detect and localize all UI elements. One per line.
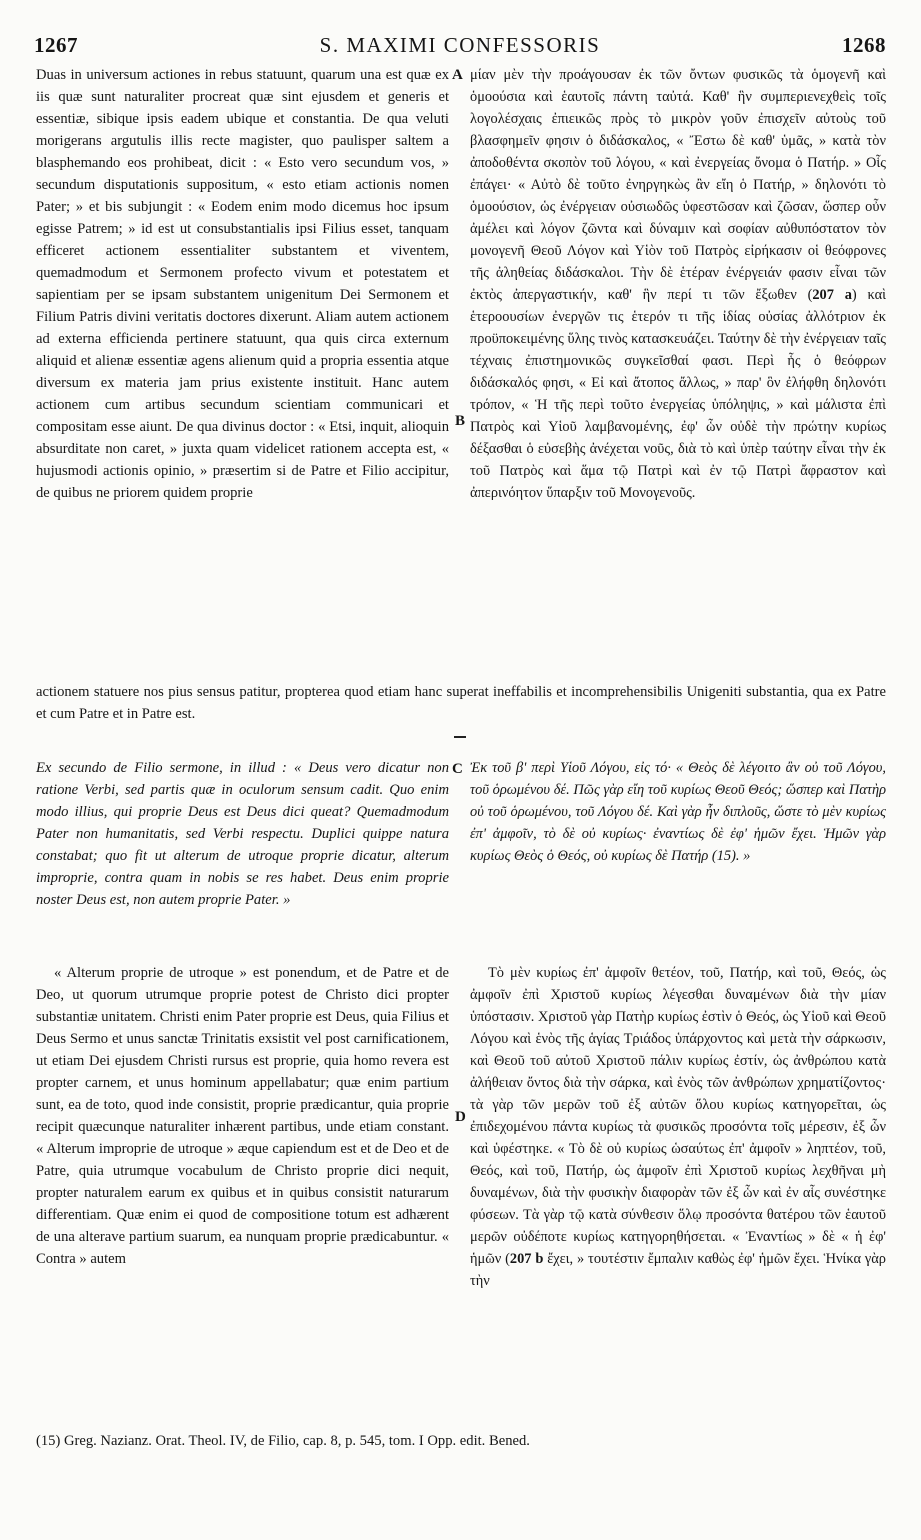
running-header <box>34 33 886 61</box>
lower-greek-quotation-text: Ἐκ τοῦ β' περὶ Υἱοῦ Λόγου, εἰς τό· « Θεὸς δὲ λέγοιτο ἂν οὐ τοῦ Λόγου, τοῦ ὁρωμένου δέ. Πῶς γὰρ εἴη τοῦ κυρίως Θεοῦ Θεός; ὥσπερ καὶ Πατὴρ οὐ τοῦ ὁρωμένου, τοῦ Λόγου δέ. Καὶ γὰρ ἦν διπλοῦς, ὥστε τὸ μὲν κυρίως ἐπ' ἀμφοῖν, τὸ δὲ οὐ κυρίως· ἐναντίως δὲ ἐφ' ἡμῶν ἔχει. Ἡμῶν γὰρ κυρίως Θεὸς ὁ Θεός, οὐ κυρίως δὲ Πατήρ (15). » <box>470 760 886 864</box>
upper-latin-text: Duas in universum actiones in rebus statuunt, quarum una est quæ ex iis quæ sunt naturaliter procreat quæ sint ejusdem et generis et essentiæ, sibique ipsis eadem ubique et constantia. De qua veluti morigerans argutulis illis recte magister, quo paulisper saltem a blasphemando eos prohibeat, dicit : « Esto vero secundum vos, » secundum disputationis suppositum, « esto etiam actionis nomen Pater; » et bis subjungit : « Eodem enim modo dicemus hoc ipsum egisse Patrem; » id est ut consubstantialis ipsi Filius esset, tanquam efficeret actionem essentialiter substantem et viventem, quemadmodum et Sermonem profecto vivum et potestatem et sapientiam per se ipsam substantem unigenitum Dei Sermonem et Filium Patris divini veritatis doctores dixerunt. Aliam autem actionem ad externa efficienda pertinere statuunt, qua quis circa externum aliquid et alienæ essentiæ agens alienum quid a propria essentia atque diversum ex materia jam prius existente instituit. Hanc autem actionem cum artibus secundum scientiam communicari et compositam esse aiunt. De qua divinus doctor : « Etsi, inquit, alioquin absurditate non caret, » juxta quam videlicet rationem accepta est, « hujusmodi actionis opinio, » præsertim si de Patre et Filio accipitur, de quibus ne priorem quidem proprie <box>36 67 449 501</box>
column-mark-207b: 207 b <box>509 1251 544 1267</box>
lower-greek-part1: Τὸ μὲν κυρίως ἐπ' ἀμφοῖν θετέον, τοῦ, Πατήρ, καὶ τοῦ, Θεός, ὡς ἀμφοῖν ἐπὶ Χριστοῦ κυρίως λέγεσθαι δυναμένων διὰ τὴν μίαν ὑπόστασιν. Χριστοῦ γὰρ Πατὴρ κυρίως ἐστὶν ὁ Θεός, ὡς Υἱοῦ καὶ Θεοῦ Λόγου καὶ ἑνὸς τῆς ἁγίας Τριάδος ὑπάρχοντος καὶ μετὰ τὴν σάρκωσιν, καὶ Θεοῦ τοῦ αὐτοῦ Χριστοῦ πάλιν κυρίως ἐστίν, ὡς ἀνθρώπου κατὰ ἀλήθειαν ὄντος διὰ τὴν σάρκα, καὶ ἑνὸς τῶν ἀνθρώπων χρηματίζοντος· τὰ γὰρ τῶν μερῶν τοῦ ἐξ αὐτῶν ὅλου κυρίως κατηγορεῖται, ὡς ἐπιδεχομένου πάντα κυρίως τὰ φυσικῶς προσόντα τοῖς μέρεσιν, ἐξ ὧν καὶ ὑφέστηκε. « Τὸ δὲ οὐ κυρίως ὡσαύτως ἐπ' ἀμφοῖν » ληπτέον, τοῦ, Θεός, καὶ τοῦ, Πατήρ, ὡς ἀμφοῖν ἐπὶ Χριστοῦ κυρίως λεχθῆναι μὴ δυναμένων, διὰ τὴν φυσικὴν διαφορὰν τῶν ἐξ ὧν καὶ ἐν αἷς συνέστηκε φύσεων. Τὰ γὰρ τῷ κατὰ σύνθεσιν ὅλῳ προσόντα θατέρου τῶν ἑαυτοῦ μερῶν οὐδέποτε κυρίως κατηγορηθήσεται. « Ἐναντίως » δὲ « ἡ ἐφ' ἡμῶν <box>470 965 886 1267</box>
margin-letter-a: A <box>452 67 463 83</box>
lower-latin-column <box>36 962 449 1422</box>
lower-greek-column <box>470 962 886 1422</box>
page-number-left: 1267 <box>34 33 78 57</box>
upper-greek-part1: μίαν μὲν τὴν προάγουσαν ἐκ τῶν ὄντων φυσικῶς τὰ ὁμογενῆ καὶ ὁμοούσια καὶ ἑαυτοῖς πάντη ταὐτά. Καθ' ἣν συμπεριενεχθεὶς τοῖς λογολέσχαις ἐπιεικῶς πρὸς τὸ μικρὸν γοῦν ἐπισχεῖν αὐτοὺς τοῦ βλασφημεῖν φησιν ὁ διδάσκαλος, « Ἔστω δὲ καθ' ὑμᾶς, » κατὰ τὸν ἀποδοθέντα σκοπὸν τοῦ λόγου, « καὶ ἐνεργείας ὄνομα ὁ Πατήρ. » Οἷς ἐπάγει· « Αὐτὸ δὲ τοῦτο ἐνηργηκὼς ἂν εἴη ὁ Πατήρ, » δηλονότι τὸ ὁμοούσιον, ὡς ἐνέργειαν οὐσιωδῶς ὑφεστῶσαν καὶ ζῶσαν, ὥσπερ οὖν ἀμέλει καὶ λόγον ζῶντα καὶ δύναμιν καὶ σοφίαν αὐθυπόστατον τὸν μονογενῆ Θεοῦ Λόγον καὶ Υἱὸν τοῦ Πατρὸς εἰρήκασιν οἱ θεόφρονες τῆς ἀληθείας διδάσκαλοι. Τὴν δὲ ἑτέραν ἐνέργειάν φασιν εἶναι τῶν ἐκτὸς ἀπεργαστικήν, καθ' ἣν περί τι τῶν ἔξωθεν <box>470 67 886 303</box>
lower-greek-text: Τὸ μὲν κυρίως ἐπ' ἀμφοῖν θετέον, τοῦ, Πατήρ, καὶ τοῦ, Θεός, ὡς ἀμφοῖν ἐπὶ Χριστοῦ κυρίως λέγεσθαι δυναμένων διὰ τὴν μίαν ὑπόστασιν. Χριστοῦ γὰρ Πατὴρ κυρίως ἐστὶν ὁ Θεός, ὡς Υἱοῦ καὶ Θεοῦ Λόγου καὶ ἑνὸς τῆς ἁγίας Τριάδος ὑπάρχοντος καὶ μετὰ τὴν σάρκωσιν, καὶ Θεοῦ τοῦ αὐτοῦ Χριστοῦ πάλιν κυρίως ἐστίν, ὡς ἀνθρώπου κατὰ ἀλήθειαν ὄντος διὰ τὴν σάρκα, καὶ ἑνὸς τῶν ἀνθρώπων χρηματίζοντος· τὰ γὰρ τῶν μερῶν τοῦ ἐξ αὐτῶν ὅλου κυρίως κατηγορεῖται, ὡς ἐπιδεχομένου πάντα κυρίως τὰ φυσικῶς προσόντα τοῖς μέρεσιν, ἐξ ὧν καὶ ὑφέστηκε. « Τὸ δὲ οὐ κυρίως ὡσαύτως ἐπ' ἀμφοῖν » ληπτέον, τοῦ, Θεός, καὶ τοῦ, Πατήρ, ὡς ἀμφοῖν ἐπὶ Χριστοῦ κυρίως λεχθῆναι μὴ δυναμένων, διὰ τὴν φυσικὴν διαφορὰν τῶν ἐξ ὧν καὶ ἐν αἷς συνέστηκε φύσεων. Τὰ γὰρ τῷ κατὰ σύνθεσιν ὅλῳ προσόντα θατέρου τῶν ἑαυτοῦ μερῶν οὐδέποτε κυρίως κατηγορηθήσεται. « Ἐναντίως » δὲ « ἡ ἐφ' ἡμῶν (207 b ἔχει, » τουτέστιν ἔμπαλιν καθὼς ἐφ' ἡμῶν ἔχει. Ἡνίκα γὰρ τὴν <box>470 965 886 1289</box>
upper-greek-text: μίαν μὲν τὴν προάγουσαν ἐκ τῶν ὄντων φυσικῶς τὰ ὁμογενῆ καὶ ὁμοούσια καὶ ἑαυτοῖς πάντη ταὐτά. Καθ' ἣν συμπεριενεχθεὶς τοῖς λογολέσχαις ἐπιεικῶς πρὸς τὸ μικρὸν γοῦν ἐπισχεῖν αὐτοὺς τοῦ βλασφημεῖν φησιν ὁ διδάσκαλος, « Ἔστω δὲ καθ' ὑμᾶς, » κατὰ τὸν ἀποδοθέντα σκοπὸν τοῦ λόγου, « καὶ ἐνεργείας ὄνομα ὁ Πατήρ. » Οἷς ἐπάγει· « Αὐτὸ δὲ τοῦτο ἐνηργηκὼς ἂν εἴη ὁ Πατήρ, » δηλονότι τὸ ὁμοούσιον, ὡς ἐνέργειαν οὐσιωδῶς ὑφεστῶσαν καὶ ζῶσαν, ὥσπερ οὖν ἀμέλει καὶ λόγον ζῶντα καὶ δύναμιν καὶ σοφίαν αὐθυπόστατον τὸν μονογενῆ Θεοῦ Λόγον καὶ Υἱὸν τοῦ Πατρὸς εἰρήκασιν οἱ θεόφρονες τῆς ἀληθείας διδάσκαλοι. Τὴν δὲ ἑτέραν ἐνέργειάν φασιν εἶναι τῶν ἐκτὸς ἀπεργαστικήν, καθ' ἣν περί τι τῶν ἔξωθεν (207 a) καὶ ἑτεροουσίων ἐνεργῶν τις ἑτερόν τι τῆς ἰδίας οὐσίας ἀλλότριον ἐκ προϋποκειμένης ὕλης τινὸς κατασκευάζει. Ταύτην δὲ τὴν ἐνέργειαν ταῖς τέχναις ἐπιστημονικῶς συγκεῖσθαί φασι. Περὶ ἧς ὁ θεόφρων διδάσκαλός φησι, « Εἰ καὶ ἄτοπος ἄλλως, » παρ' ὃν ἐλήφθη δηλονότι τρόπον, « Ἡ τῆς περὶ τοῦτο ἐνεργείας ὑπόληψις, » καὶ μάλιστα ἐπὶ Πατρὸς καὶ Υἱοῦ λαμβανομένης, ἐφ' ὧν οὐδὲ τὴν πρώτην κυρίως δέξασθαι ὁ εὐσεβὴς ἀνέχεται νοῦς, διὰ τὸ καὶ ὑπὲρ ταύτην εἶναι τὴν ἐκ τοῦ Πατρὸς καὶ ἅμα τῷ Πατρὶ καὶ ἐν τῷ Πατρὶ ἄφραστον καὶ ἀπερινόητον ὕπαρξιν τοῦ Μονογενοῦς. <box>470 67 886 501</box>
lower-latin-quotation <box>36 757 449 957</box>
upper-greek-column <box>470 64 886 682</box>
page-number-right: 1268 <box>842 33 886 57</box>
margin-letter-d: D <box>455 1109 466 1125</box>
footnote: (15) Greg. Nazianz. Orat. Theol. IV, de Filio, cap. 8, p. 545, tom. I Opp. edit. Bened. <box>36 1433 530 1449</box>
running-title: S. MAXIMI CONFESSORIS <box>319 33 601 57</box>
margin-letter-c: C <box>452 761 463 777</box>
section-separator <box>454 736 466 738</box>
lower-latin-quotation-text: Ex secundo de Filio sermone, in illud : « Deus vero dicatur non ratione Verbi, sed partis quæ in oculorum sensum cadit. Quo enim modo illius, qui proprie Deus est Deus dici queat? Quemadmodum Pater non humanitatis, sed Verbi respectu. Duplici quippe natura constabat; quo fit ut alterum de utroque proprie dicatur, alterum improprie, contra quam in nobis se res habet. Deus enim proprie noster Deus est, non autem proprie Pater. » <box>36 760 449 908</box>
upper-greek-part2: καὶ ἑτεροουσίων ἐνεργῶν τις ἑτερόν τι τῆς ἰδίας οὐσίας ἀλλότριον ἐκ προϋποκειμένης ὕλης τινὸς κατασκευάζει. Ταύτην δὲ τὴν ἐνέργειαν ταῖς τέχναις ἐπιστημονικῶς συγκεῖσθαί φασι. Περὶ ἧς ὁ θεόφρων διδάσκαλός φησι, « Εἰ καὶ ἄτοπος ἄλλως, » παρ' ὃν ἐλήφθη δηλονότι τρόπον, « Ἡ τῆς περὶ τοῦτο ἐνεργείας ὑπόληψις, » καὶ μάλιστα ἐπὶ Πατρὸς καὶ Υἱοῦ λαμβανομένης, ἐφ' ὧν οὐδὲ τὴν πρώτην κυρίως δέξασθαι ὁ εὐσεβὴς ἀνέχεται νοῦς, διὰ τὸ καὶ ὑπὲρ ταύτην εἶναι τὴν ἐκ τοῦ Πατρὸς καὶ ἅμα τῷ Πατρὶ καὶ ἐν τῷ Πατρὶ ἄφραστον καὶ ἀπερινόητον ὕπαρξιν τοῦ Μονογενοῦς. <box>470 287 886 501</box>
lower-greek-quotation <box>470 757 886 957</box>
lower-greek-part2: ἔχει, » τουτέστιν ἔμπαλιν καθὼς ἐφ' ἡμῶν ἔχει. Ἡνίκα γὰρ τὴν <box>470 1251 886 1289</box>
column-mark-207a: 207 a <box>812 287 852 303</box>
upper-latin-full-width: actionem statuere nos pius sensus patitur, propterea quod etiam hanc superat ineffabilis et incomprehensibilis Unigeniti substantia, qua ex Patre et cum Patre et in Patre est. <box>36 684 886 722</box>
upper-latin-column <box>36 64 449 682</box>
lower-latin-text: « Alterum proprie de utroque » est ponendum, et de Patre et de Deo, ut quorum utrumque proprie potest de Christo dici propter substantiæ unitatem. Christi enim Pater proprie est Deus, quia Filius et Deus Sermo et unus sanctæ Trinitatis exsistit vel post carnificationem, ut etiam Dei ejusdem Christi rursus est proprie, quia homo revera est propter carnem, et unus hominum appellabatur; quæ enim partium sunt, ea de toto, quod inde consistit, proprie prædicantur, quia proprie recipit quæcunque naturaliter inhærent partibus, unde etiam constant. « Alterum improprie de utroque » æque capiendum est et de Deo et de Patre, quia utrumque vocabulum de Christo proprie dici nequit, propter naturalem earum ex quibus et in quibus consistit naturarum differentiam. Quæ enim ei quod de compositione totum est adhærent de una alterave partium suarum, ea nunquam proprie prædicabuntur. « Contra » autem <box>36 965 449 1267</box>
margin-letter-b: B <box>455 413 466 429</box>
